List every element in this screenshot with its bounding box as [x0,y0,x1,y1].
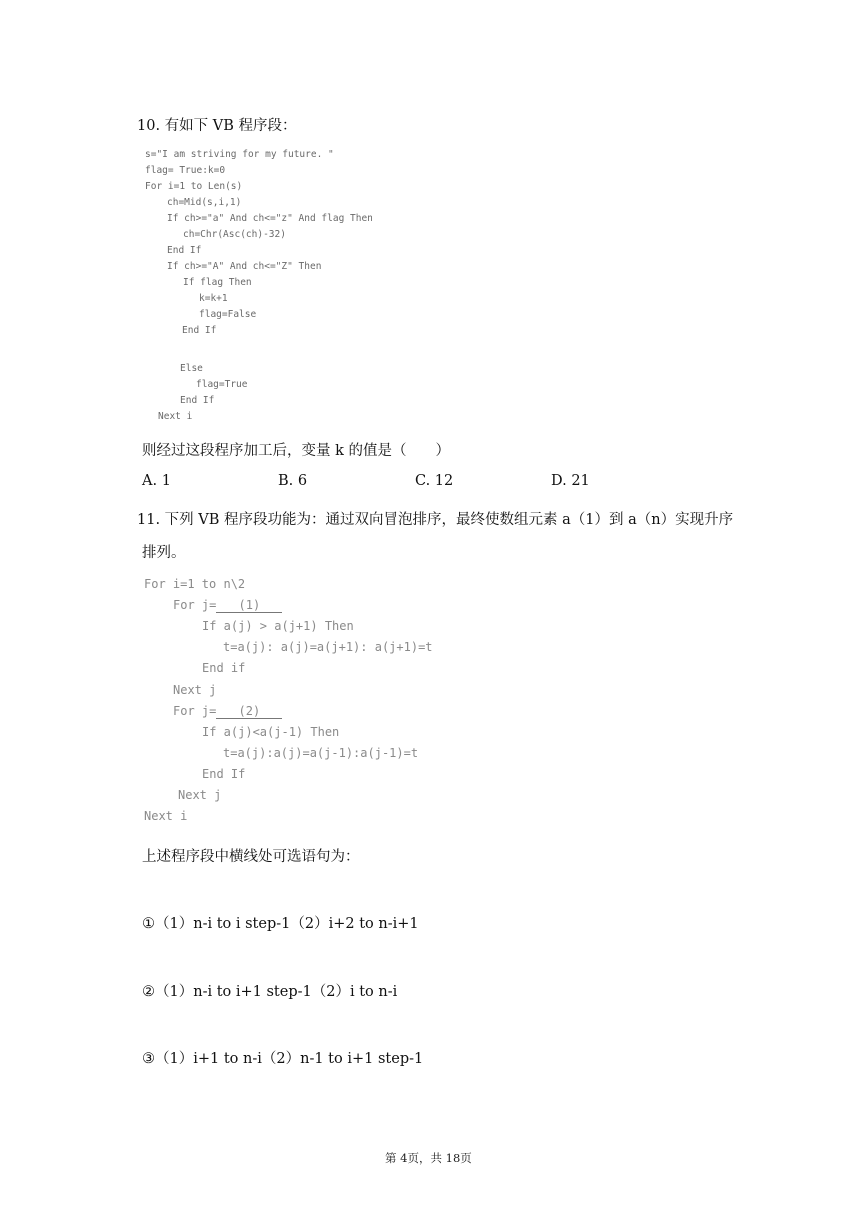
code-line: End if [202,661,246,675]
code-line: For i=1 to n\2 [144,577,246,591]
code-line: ch=Chr(Asc(ch)-32) [183,229,286,240]
code-line: t=a(j): a(j)=a(j+1): a(j+1)=t [223,640,433,654]
code-line: Next j [173,683,217,697]
code-line: Next j [178,788,222,802]
q11-choice-1: ①（1）n-i to i step-1（2）i+2 to n-i+1 [142,916,419,932]
fill-blank-2: (2) [216,704,282,719]
code-line: s="I am striving for my future. " [145,149,334,160]
code-line: End If [182,325,217,336]
code-line [173,598,282,613]
code-line: If a(j)<a(j-1) Then [202,725,340,739]
page-footer: 第 4页，共 18页 [385,1151,472,1165]
code-text: For j= [173,704,217,718]
code-line: If flag Then [183,277,252,288]
code-line: k=k+1 [199,293,228,304]
code-line: If ch>="a" And ch<="z" And flag Then [167,213,373,224]
q10-option-c: C. 12 [415,473,454,489]
code-line: End If [202,767,246,781]
code-line: ch=Mid(s,i,1) [167,197,242,208]
fill-blank-1: (1) [216,598,282,613]
q11-choice-3: ③（1）i+1 to n-i（2）n-1 to i+1 step-1 [142,1051,424,1067]
q10-option-d: D. 21 [551,473,590,489]
code-line: Next i [144,809,188,823]
code-line: End If [180,395,215,406]
code-line: For i=1 to Len(s) [145,181,243,192]
code-line: If a(j) > a(j+1) Then [202,619,354,633]
q10-question: 则经过这段程序加工后，变量 k 的值是（ ） [142,443,451,459]
q11-choice-2: ②（1）n-i to i+1 step-1（2）i to n-i [142,984,398,1000]
q11-stem-line1: 11. 下列 VB 程序段功能为：通过双向冒泡排序，最终使数组元素 a（1）到 a（n）实现升序 [137,512,734,528]
code-line: End If [167,245,202,256]
q10-stem: 10. 有如下 VB 程序段： [137,118,297,134]
q10-option-a: A. 1 [142,473,171,489]
code-line: If ch>="A" And ch<="Z" Then [167,261,322,272]
q11-stem-line2: 排列。 [142,545,186,561]
code-line: flag=False [199,309,257,320]
code-line: t=a(j):a(j)=a(j-1):a(j-1)=t [223,746,419,760]
code-text: For j= [173,598,217,612]
code-line: flag=True [196,379,248,390]
q11-prompt: 上述程序段中横线处可选语句为： [142,849,360,865]
code-line [173,704,282,719]
code-line: Next i [158,411,193,422]
code-line: Else [180,363,203,374]
q10-option-b: B. 6 [278,473,308,489]
code-line: flag= True:k=0 [145,165,226,176]
